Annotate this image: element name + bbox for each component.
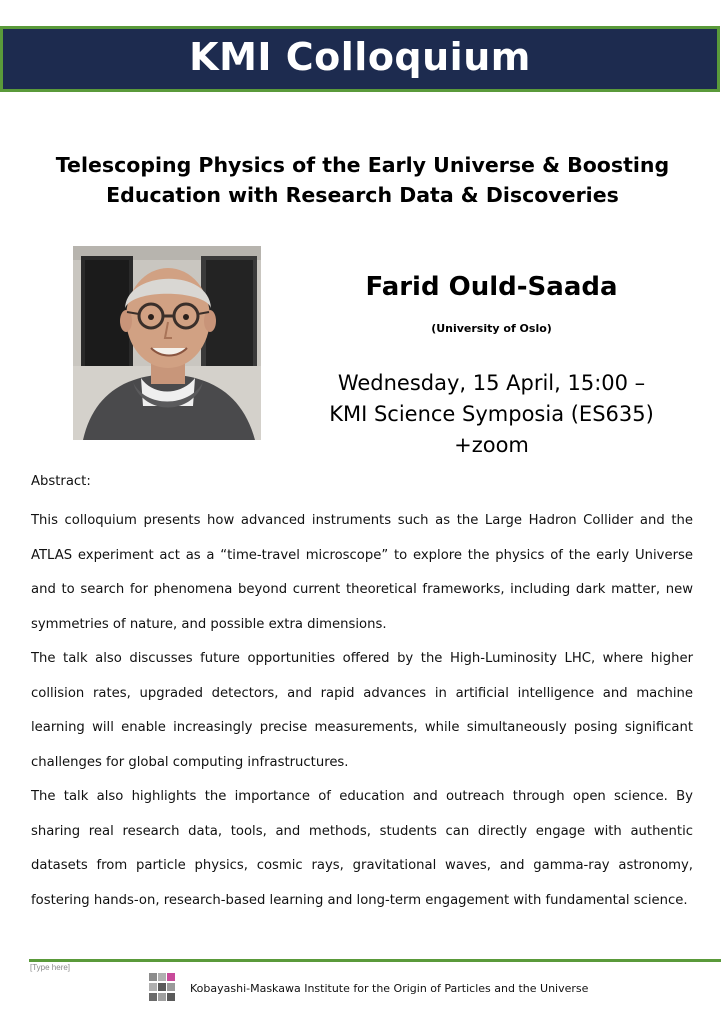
talk-title-line-2: Education with Research Data & Discoveries xyxy=(106,183,619,207)
kmi-logo xyxy=(148,972,176,1002)
abstract-label: Abstract: xyxy=(31,474,91,489)
talk-title xyxy=(40,150,685,210)
page-title: KMI Colloquium xyxy=(189,35,531,79)
institute-name: Kobayashi-Maskawa Institute for the Origin of Particles and the Universe xyxy=(190,982,589,995)
footer-divider xyxy=(29,959,721,962)
speaker-name: Farid Ould-Saada xyxy=(365,272,618,302)
footer-placeholder: [Type here] xyxy=(30,963,71,972)
abstract-paragraph: The talk also highlights the importance of education and outreach through open science. By sharing real research data, tools, and methods, students can directly engage with authentic datasets from particle physics, cosmic rays, gravitational waves, and gamma-ray astronomy, fostering hands-on, research-based learning and long-term engagement with fundamental science. xyxy=(31,789,693,908)
abstract-section xyxy=(31,470,693,918)
event-date-time: Wednesday, 15 April, 15:00 – xyxy=(337,371,646,395)
speaker-affiliation: (University of Oslo) xyxy=(431,322,552,335)
talk-title-line-1: Telescoping Physics of the Early Universe & Boosting xyxy=(55,153,670,177)
speaker-photo xyxy=(73,246,261,440)
event-zoom: +zoom xyxy=(454,433,529,457)
abstract-paragraph: This colloquium presents how advanced instruments such as the Large Hadron Collider and the ATLAS experiment act as a “time-travel microscope” to explore the physics of the early Universe and to search for phenomena beyond current theoretical frameworks, including dark matter, new symmetries of nature, and possible extra dimensions. xyxy=(31,513,693,632)
event-details xyxy=(300,368,683,461)
header-banner xyxy=(0,26,720,92)
event-venue: KMI Science Symposia (ES635) xyxy=(329,402,654,426)
abstract-paragraph: The talk also discusses future opportunities offered by the High-Luminosity LHC, where higher collision rates, upgraded detectors, and rapid advances in artificial intelligence and machine learning will enable increasingly precise measurements, while simultaneously posing significant challenges for global computing infrastructures. xyxy=(31,651,693,770)
